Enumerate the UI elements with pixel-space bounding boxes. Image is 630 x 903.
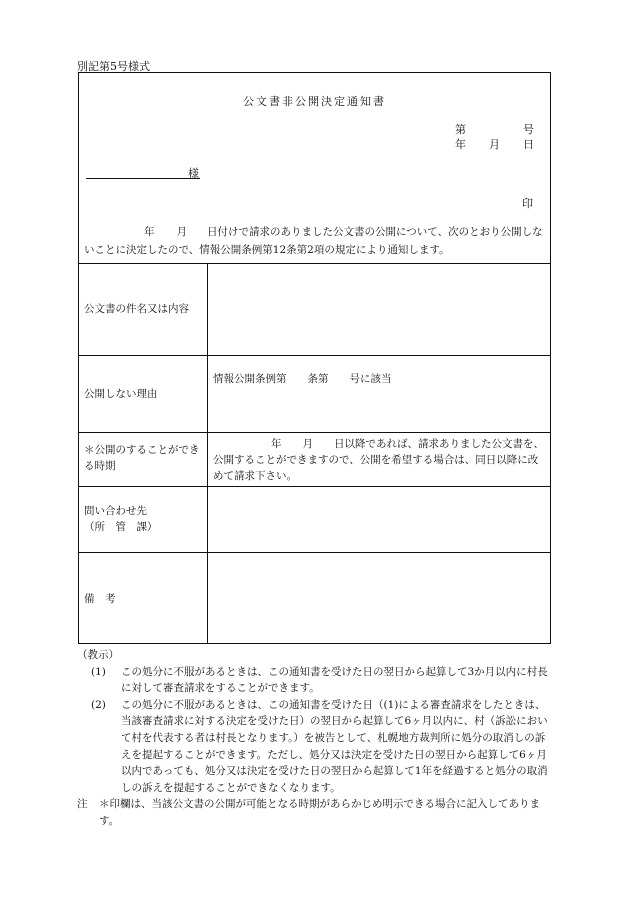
intro-text: 日付けで請求のありました公文書の公開について、次のとおり公開しないことに決定したので、情報公開条例第12条第2項の規定により通知します。 xyxy=(84,226,543,256)
column-divider xyxy=(207,263,208,644)
footnote-lead: 注 xyxy=(77,798,88,811)
row-divider xyxy=(78,486,551,487)
date-month-label: 月 xyxy=(489,138,500,151)
instruction-heading: （教示） xyxy=(77,649,119,661)
number-suffix: 号 xyxy=(523,123,534,136)
instruction-item-number: (2) xyxy=(91,698,106,711)
instruction-item xyxy=(77,697,552,797)
appeal-instructions xyxy=(77,647,552,830)
row-divider xyxy=(78,355,551,356)
document-name-label: 公文書の件名又は内容 xyxy=(84,303,189,315)
reason-label: 公開しない理由 xyxy=(84,388,158,400)
disclosure-timing-value: 年 月 日以降であれば、請求ありました公文書を、公開することができますので、公開を希望する場合は、同日以降に改めて請求下さい。 xyxy=(213,438,544,482)
document-title: 公文書非公開決定通知書 xyxy=(243,95,386,108)
date-year-label: 年 xyxy=(455,138,466,151)
instruction-item xyxy=(77,664,552,697)
intro-year: 年 xyxy=(144,226,155,238)
instruction-item-text: この処分に不服があるときは、この通知書を受けた日の翌日から起算して3か月以内に村長に対して審査請求をすることができます。 xyxy=(121,665,548,695)
contact-label: 問い合わせ先 xyxy=(84,505,147,517)
number-prefix: 第 xyxy=(455,123,466,136)
addressee-honorific: 様 xyxy=(188,167,199,180)
intro-paragraph xyxy=(84,223,546,259)
seal-mark: 印 xyxy=(522,197,533,210)
form-number-label: 別記第5号様式 xyxy=(77,60,150,73)
intro-month: 月 xyxy=(176,226,187,238)
notice-frame xyxy=(78,72,551,644)
footnote-text: ＊印欄は、当該公文書の公開が可能となる時期があらかじめ明示できる場合に記入してあります。 xyxy=(99,798,540,827)
row-divider xyxy=(78,552,551,553)
contact-department-label: （所 管 課） xyxy=(84,521,158,533)
row-divider xyxy=(78,263,551,264)
row-divider xyxy=(78,432,551,433)
disclosure-timing-label: ＊公開のすることができる時期 xyxy=(84,444,200,472)
addressee-blank xyxy=(86,178,200,179)
instruction-item-number: (1) xyxy=(91,665,106,678)
date-day-label: 日 xyxy=(523,138,534,151)
reason-value: 情報公開条例第 条第 号に該当 xyxy=(213,373,392,385)
remarks-label: 備 考 xyxy=(84,593,116,605)
instruction-item-text: この処分に不服があるときは、この通知書を受けた日（(1)による審査請求をしたときは、当該審査請求に対する決定を受けた日）の翌日から起算して6ヶ月以内に、村（訴訟において村を代表する者は村長となります。）を被告として、札幌地方裁判所に処分の取消しの訴えを提起することができます。ただし、処分又は決定を受けた日の翌日から起算して6ヶ月以内であっても、処分又は決定を受けた日の翌日から起算して1年を経過すると処分の取消しの訴えを提起することができなくなります。 xyxy=(121,698,548,794)
footnote xyxy=(77,796,552,829)
